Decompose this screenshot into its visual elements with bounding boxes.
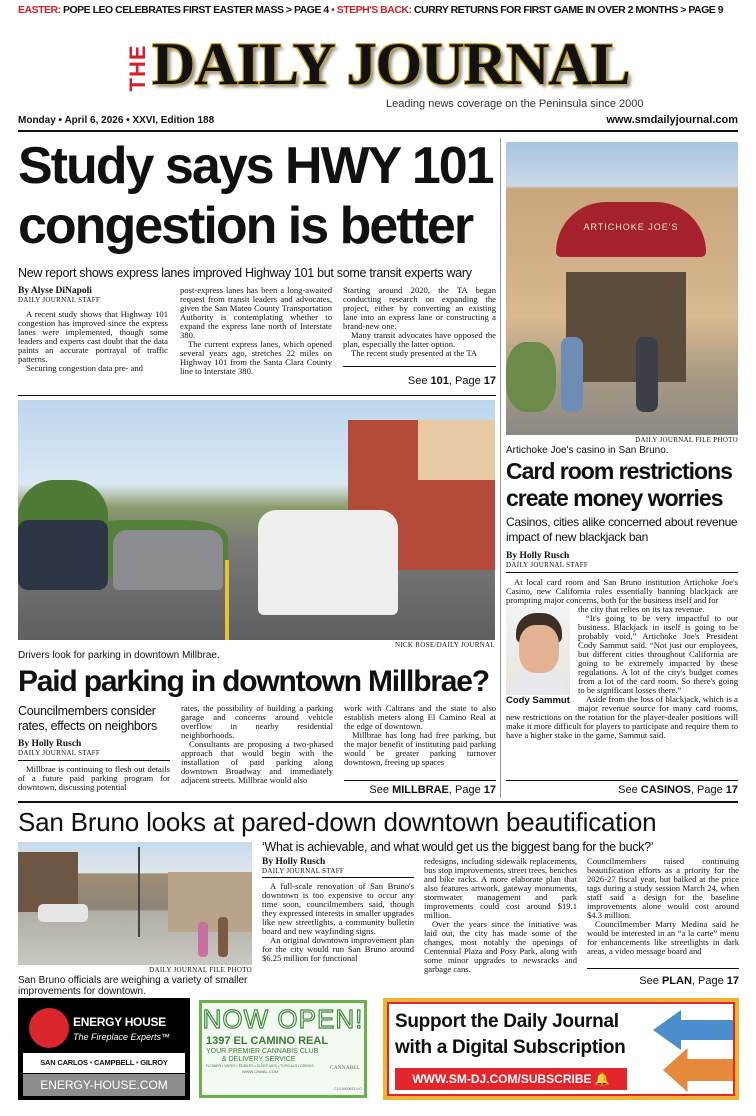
photo-caption: San Bruno officials are weighing a variety of smaller improvements for downtown. [18,975,248,997]
story4-headline: San Bruno looks at pared-down downtown beautification [18,807,657,837]
bell-icon: 🔔 [594,1072,610,1086]
story2-headline: Paid parking in downtown Millbrae? [18,665,489,698]
photo-caption: Drivers look for parking in downtown Millbrae. [18,650,220,661]
artichoke-joes-photo [506,142,738,435]
san-bruno-street-photo [18,842,252,965]
story3-subhead: Casinos, cities alike concerned about revenue impact of new blackjack ban [506,515,738,544]
teaser-label: EASTER: [18,4,61,16]
story3-headline: Card room restrictions create money worries [506,458,732,511]
story3-jump-link[interactable]: See CASINOS, Page 17 [618,784,738,796]
divider [344,780,496,781]
masthead-title: DAILY JOURNAL [152,31,630,97]
millbrae-street-photo [18,400,495,640]
story2-subhead: Councilmembers consider rates, effects on neighbors [18,704,157,733]
divider [18,395,496,396]
story1-headline: Study says HWY 101 congestion is better [18,137,493,255]
story3-lead: At local card room and San Bruno institution Artichoke Joe's Casino, new California rules essentially banning blackjack are prompting major concerns, both for the business itself and for [506,577,738,605]
teaser-link[interactable]: POPE LEO CELEBRATES FIRST EASTER MASS > PAGE 4 [60,4,329,16]
divider [506,572,738,573]
photo-caption: Artichoke Joe's casino in San Bruno. [506,445,669,456]
byline: By Alyse DiNapoli [18,286,92,296]
story2-col3: work with Caltrans and the state to also establish meters along El Camino Real at the edge of downtown. Millbrae has long had free parking, but the major benefit of instituting paid parking would be greater parking turnover downtown, freeing up spaces [344,703,496,767]
mugshot-block [506,607,572,707]
divider [18,801,738,803]
photo-credit: NICK ROSE/DAILY JOURNAL [394,641,495,649]
story2-col2: rates, the possibility of building a parking garage and concerns around vehicle overflow in nearby residential neighborhoods. Consultants are proposing a two-phased approach that would begin with the installation of paid parking along downtown Broadway and immediately adjacent streets. Millbrae would also [181,703,333,785]
divider [343,366,496,367]
masthead-the: THE [125,44,150,92]
masthead-tagline: Leading news coverage on the Peninsula since 2000 [386,98,644,110]
story4-jump-link[interactable]: See PLAN, Page 17 [639,975,739,987]
story4-col1: A full-scale renovation of San Bruno's downtown is too expensive to occur any time soon, councilmembers said, though they expressed interests in smaller upgrades like new streetlights, a community bulletin board and new wayfinding signs. An original downtown improvement plan for the city would run San Bruno around $6.25 million for functional [262,881,414,963]
ad-digital-subscription[interactable]: Support the Daily Journal with a Digital Subscription WWW.SM-DJ.COM/SUBSCRIBE 🔔 [383,998,739,1100]
story4-col3: Councilmembers raised continuing beautification efforts as a priority for the 2026-27 fiscal year, but balked at the price tags during a study session March 24, when staff said a design for the baseline improvements alone would cost around $4.3 million. Councilmember Marty Medina said he would be interested in an “a la carte” menu for enhancements like streetlights in dark areas, a video message board and [587,856,739,956]
story1-jump-link[interactable]: See 101, Page 17 [407,375,496,387]
divider [506,780,738,781]
byline: By Holly Rusch [506,551,570,561]
subscribe-link[interactable]: WWW.SM-DJ.COM/SUBSCRIBE 🔔 [395,1068,627,1090]
story1-subhead: New report shows express lanes improved Highway 101 but some transit experts wary [18,266,472,280]
photo-credit: DAILY JOURNAL FILE PHOTO [635,436,738,444]
story3-body: At local card room and San Bruno institution Artichoke Joe's Casino, new California rules essentially banning blackjack are prompting major concerns, both for the business itself and for Cody Sammut the city that relies on its tax revenue. “It's going to be very impactful to our business. Blackjack in itself is going to be probably void,” Artichoke Joe's President Cody Sammut said. “Not just our employees, but different cities throughout California are going to be extremely impacted by these regulations. A lot of the city's budget comes from a lot of the card room. So there's going to be significant losses there.” Aside from the loss of blackjack, which is a major revenue source for many card rooms, new restrictions on the rotation for the player-dealer positions will make it more difficult for players to participate and require them to have a higher stake in the game, Sammut said. [506,577,738,740]
story4-col2: redesigns, including sidewalk replacements, bus stop improvements, street trees, benches and bike racks. A more elaborate plan that also features artwork, gateway monuments, stormwater management and park improvements could cost around $19.1 million. Over the years since the initiative was laid out, the city has made some of the changes, most notably the openings of Centennial Plaza and Posy Park, along with some minor upgrades to newsracks and garbage cans. [424,856,577,974]
teaser-label: STEPH'S BACK: [336,4,412,16]
story3-tail: the player-dealer positions will make it more difficult for players to participate and require them to have a higher stake in the game, Sammut said. [506,712,738,740]
story1-col1: By Alyse DiNapoli DAILY JOURNAL STAFF A recent study shows that Highway 101 congestion has improved since the express lanes were implemented, though some leaders and experts cast doubt that the data paints an accurate portrayal of traffic patterns. Securing congestion data pre- and [18,286,168,373]
masthead-divider [18,130,738,132]
story2-col1: Millbrae is continuing to flesh out details of a future paid parking program for downtown, discussing potential [18,764,170,792]
column-divider [500,138,501,798]
divider [262,877,414,878]
teaser-bar: EASTER: POPE LEO CELEBRATES FIRST EASTER MASS > PAGE 4 • STEPH'S BACK: CURRY RETURNS FOR FIRST GAME IN OVER 2 MONTHS > PAGE 9 [18,4,724,16]
teaser-link[interactable]: CURRY RETURNS FOR FIRST GAME IN OVER 2 MONTHS > PAGE 9 [411,4,724,16]
story4-subhead: ‘What is achievable, and what would get us the biggest bang for the buck?’ [262,840,654,854]
mugshot-name: Cody Sammut [506,695,570,706]
divider [587,968,739,969]
website-link[interactable]: www.smdailyjournal.com [606,114,738,126]
ad-energy-house[interactable]: ENERGY HOUSE The Fireplace Experts™ SAN CARLOS • CAMPBELL • GILROY ENERGY-HOUSE.COM [18,998,190,1100]
story1-col3: Starting around 2020, the TA began conducting research on expanding the project, either by converting an existing lane into an express lane or constructing a brand-new one. Many transit advocates have opposed the plan, especially the latter option. The recent study presented at the TA [343,285,496,358]
story1-col2: post-express lanes has been a long-awaited request from transit leaders and advocates, given the San Mateo County Transportation Authority is contemplating whether to expand the express lane north of Interstate 380. The current express lanes, which opened several years ago, stretches 22 miles on Highway 101 from the Santa Clara County line to Interstate 380. [180,285,332,376]
byline: By Holly Rusch [262,857,326,867]
cody-sammut-mugshot [506,607,570,695]
byline: By Holly Rusch [18,739,82,749]
ad-cannabel[interactable]: NOW OPEN! 1397 EL CAMINO REAL YOUR PREMIER CANNABIS CLUB & DELIVERY SERVICE FLOWER • VAPES • EDIBLES • SLEEP AIDS • TOPICALS • DRINKS WWW.CNNBL.COM CANNABEL C10-0000813-LIC [199,1000,367,1098]
photo-credit: DAILY JOURNAL FILE PHOTO [149,966,252,974]
divider [18,760,170,761]
casino-sign: ARTICHOKE JOE'S [583,222,679,232]
story2-jump-link[interactable]: See MILLBRAE, Page 17 [369,784,496,796]
flame-logo-icon [29,1008,69,1048]
dateline: Monday • April 6, 2026 • XXVI, Edition 188 [18,115,215,126]
